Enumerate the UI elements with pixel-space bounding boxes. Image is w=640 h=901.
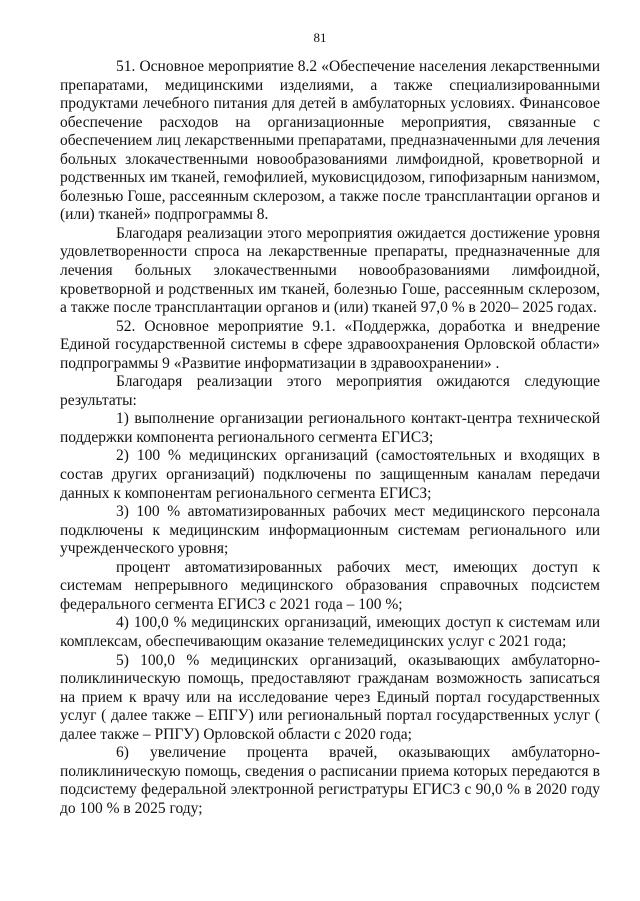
result-item-6: 6) увеличение процента врачей, оказывающих амбулаторно-поликлиническую помощь, сведения о расписании приема которых передаются в подсистему федеральной электронной регистратуры ЕГИСЗ с 90,0 % в 2020 году до 100 % в 2025 году; [60,744,600,817]
result-item-5: 5) 100,0 % медицинских организаций, оказывающих амбулаторно-поликлиническую помощь, предоставляют гражданам возможность записаться на прием к врачу или на исследование через Единый портал государственных услуг ( далее также – ЕПГУ) или региональный портал государственных услуг ( далее также – РПГУ) Орловской области с 2020 года; [60,651,600,743]
result-item-4: 4) 100,0 % медицинских организаций, имеющих доступ к системам или комплексам, обеспечивающим оказание телемедицинских услуг с 2021 года; [60,614,600,650]
result-item-3: 3) 100 % автоматизированных рабочих мест медицинского персонала подключены к медицинским информационным системам регионального или учрежденческого уровня; [60,503,600,558]
paragraph-52: 52. Основное мероприятие 9.1. «Поддержка, доработка и внедрение Единой государственной системы в сфере здравоохранения Орловской области» подпрограммы 9 «Развитие информатизации в здравоохранении» . [60,317,600,372]
paragraph-51: 51. Основное мероприятие 8.2 «Обеспечение населения лекарственными препаратами, медицинскими изделиями, а также специализированными продуктами лечебного питания для детей в амбулаторных условиях. Финансовое обеспечение расходов на организационные мероприятия, связанные с обеспечением лиц лекарственными препаратами, предназначенными для лечения больных злокачественными новообразованиями лимфоидной, кроветворной и родственных им тканей, гемофилией, муковисцидозом, гипофизарным нанизмом, болезнью Гоше, рассеянным склерозом, а также после трансплантации органов и (или) тканей» подпрограммы 8. [60,58,600,224]
page-number: 81 [313,30,327,45]
result-item-3-sub: процент автоматизированных рабочих мест, имеющих доступ к системам непрерывного медицинского образования справочных подсистем федерального сегмента ЕГИСЗ с 2021 года – 100 %; [60,558,600,613]
result-item-1: 1) выполнение организации регионального контакт-центра технической поддержки компонента регионального сегмента ЕГИСЗ; [60,410,600,446]
result-item-2: 2) 100 % медицинских организаций (самостоятельных и входящих в состав других организаций) подключены по защищенным каналам передачи данных к компонентам регионального сегмента ЕГИСЗ; [60,447,600,502]
paragraph-52-results-intro: Благодаря реализации этого мероприятия ожидаются следующие результаты: [60,373,600,409]
document-body [60,58,600,818]
paragraph-51-result: Благодаря реализации этого мероприятия ожидается достижение уровня удовлетворенности спроса на лекарственные препараты, предназначенные для лечения больных злокачественными новообразованиями лимфоидной, кроветворной и родственных им тканей, болезнью Гоше, рассеянным склерозом, а также после трансплантации органов и (или) тканей 97,0 % в 2020– 2025 годах. [60,224,600,317]
